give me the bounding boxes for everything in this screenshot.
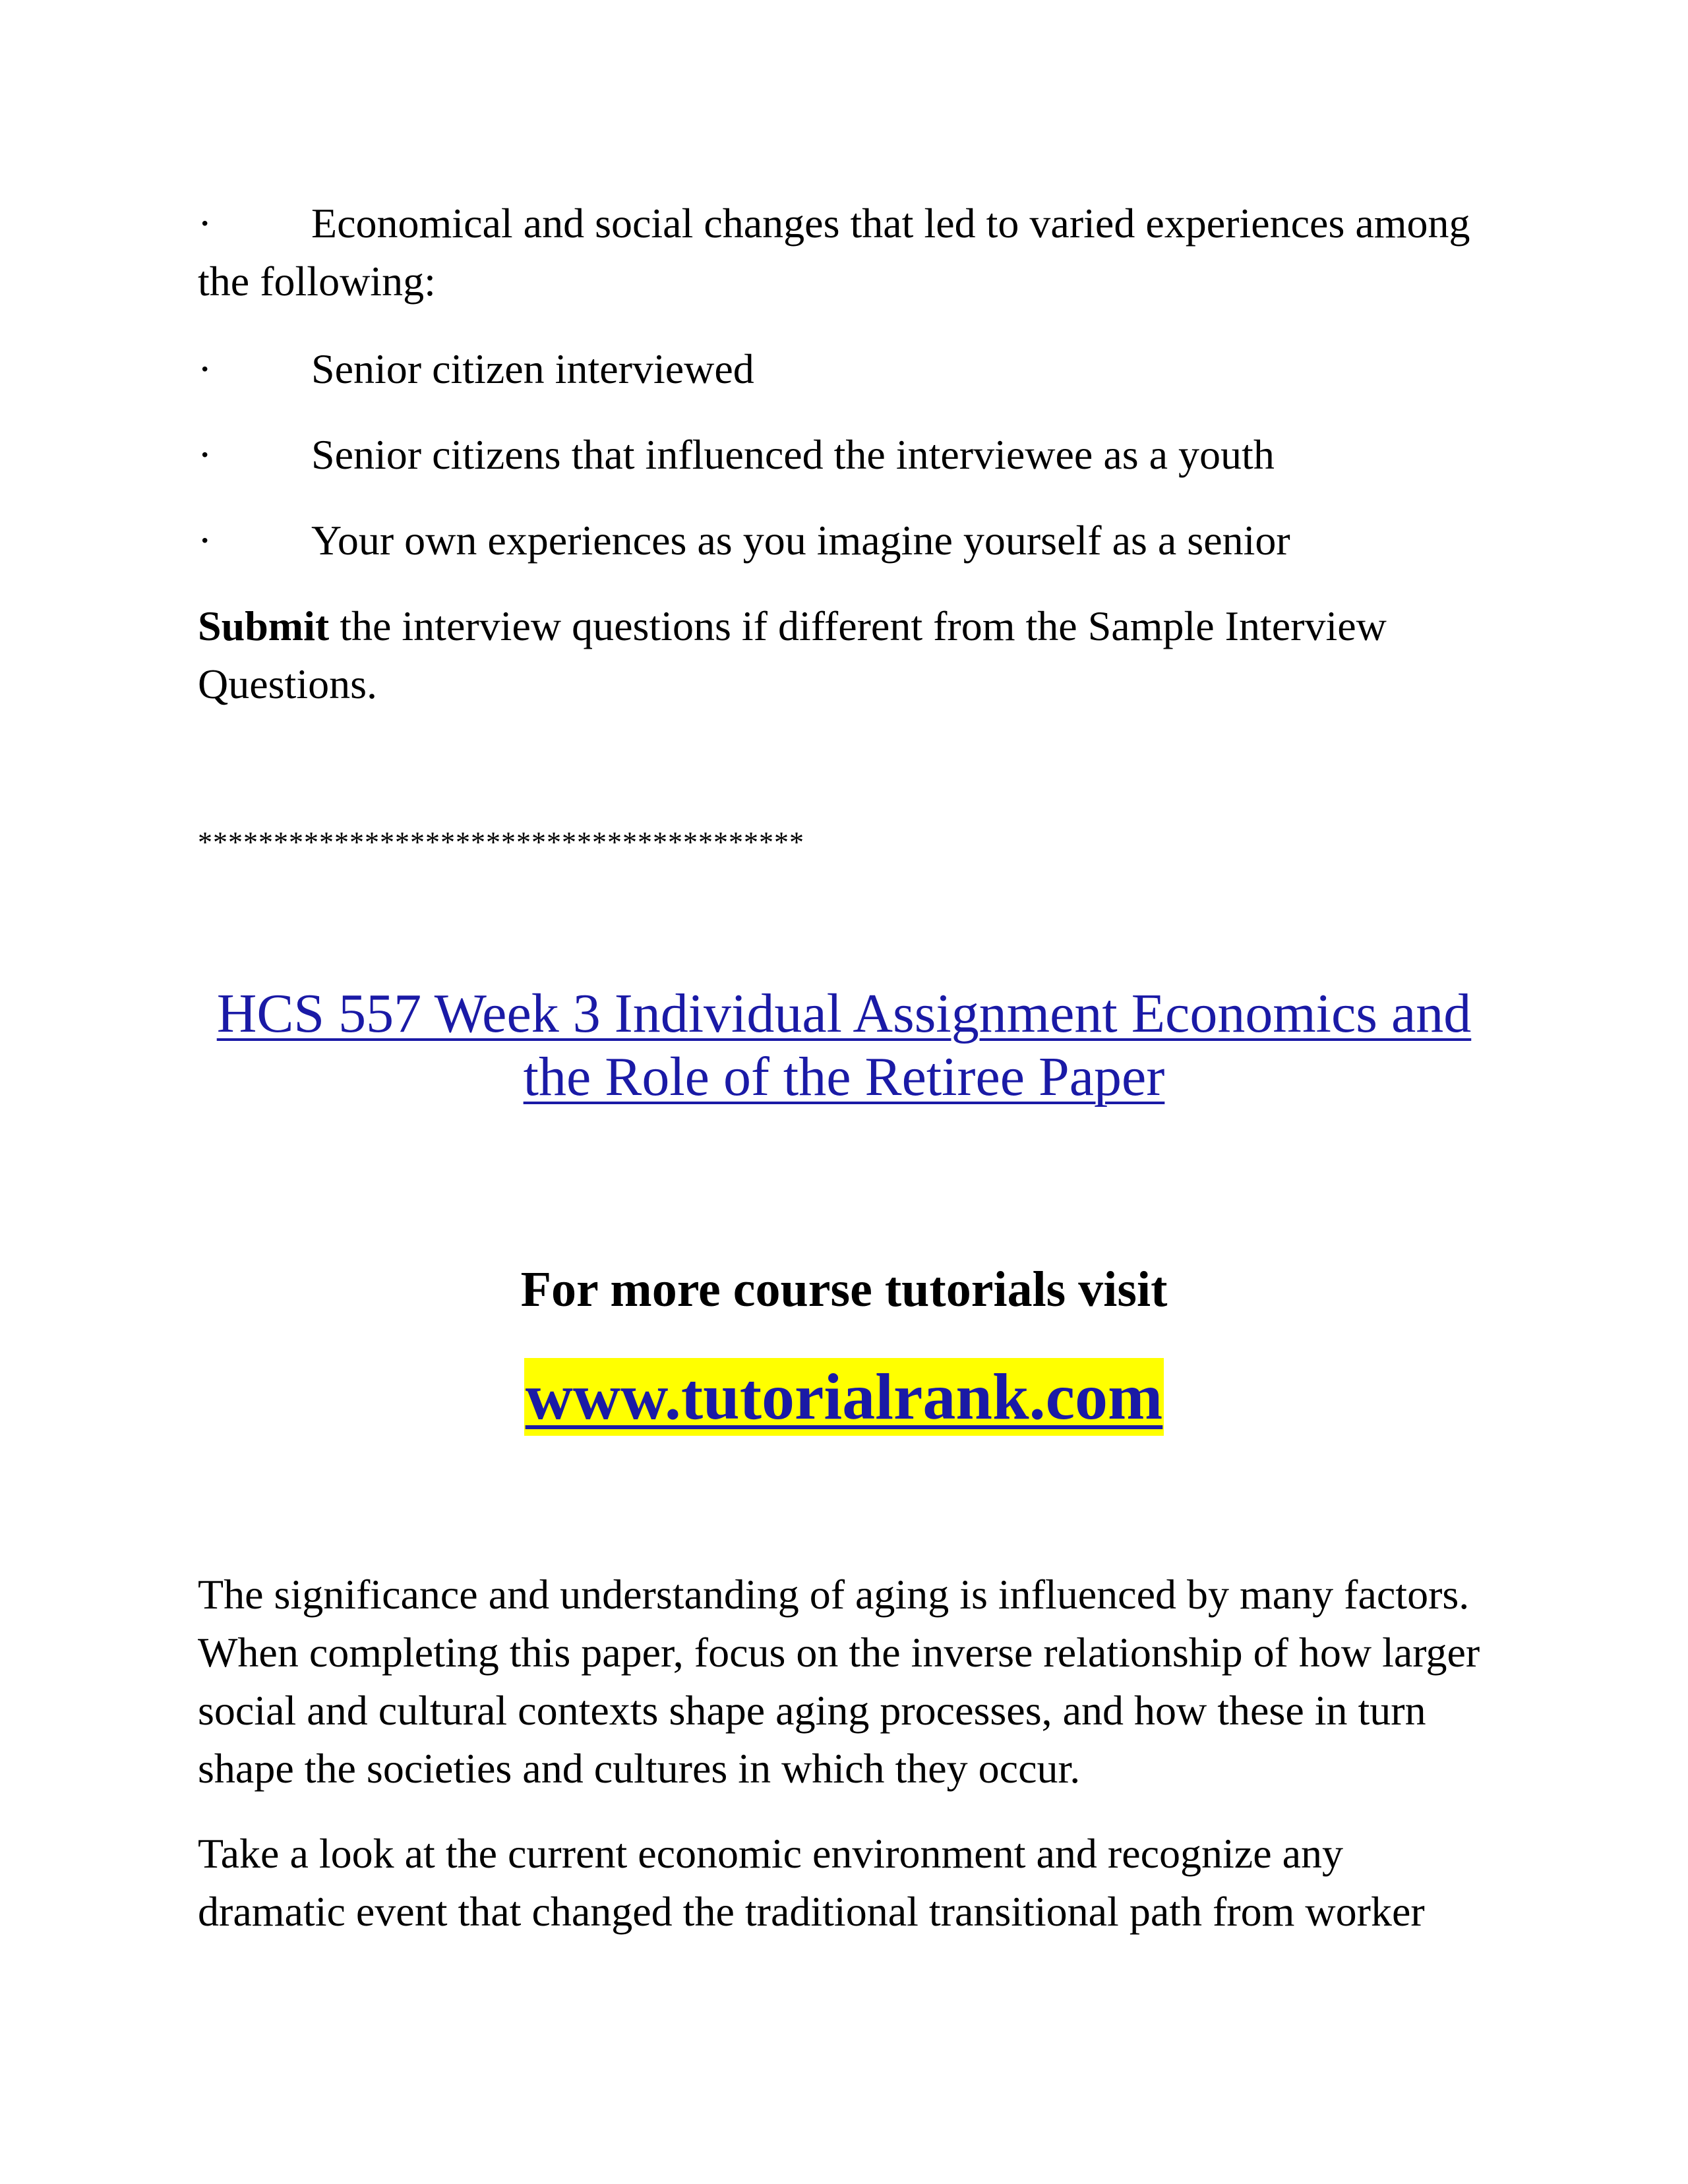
bullet-marker: · [198, 517, 212, 564]
body-paragraph: The significance and understanding of aging is influenced by many factors. When completing this paper, focus on the inverse relationship of how larger social and cultural contexts shape aging processes, and how these in turn shape the societies and cultures in which they occur. [198, 1571, 1480, 1792]
bullet-text: Senior citizen interviewed [311, 345, 754, 392]
bullet-item [198, 426, 1490, 484]
separator: **************************************** [198, 826, 804, 858]
bullet-text: Economical and social changes that led to varied experiences among the following: [198, 200, 1470, 305]
bullet-marker: · [198, 345, 212, 392]
bullet-item [198, 512, 1490, 570]
submit-paragraph [198, 597, 1490, 713]
bullet-marker: · [198, 431, 212, 478]
website-link[interactable]: www.tutorialrank.com [524, 1358, 1164, 1436]
assignment-title-link[interactable]: HCS 557 Week 3 Individual Assignment Economics and the Role of the Retiree Paper [216, 983, 1472, 1107]
bullet-item [198, 194, 1490, 310]
visit-heading: For more course tutorials visit [520, 1262, 1168, 1317]
submit-label: Submit [198, 603, 330, 649]
bullet-text: Your own experiences as you imagine yourself as a senior [311, 517, 1290, 564]
site-link-wrapper [185, 1358, 1503, 1436]
submit-text: the interview questions if different from the Sample Interview Questions. [198, 603, 1387, 707]
body-paragraph: Take a look at the current economic environment and recognize any dramatic event that changed the traditional transitional path from worker [198, 1830, 1425, 1935]
bullet-marker: · [198, 200, 212, 247]
bullet-text: Senior citizens that influenced the interviewee as a youth [311, 431, 1275, 478]
bullet-item [198, 340, 1490, 398]
